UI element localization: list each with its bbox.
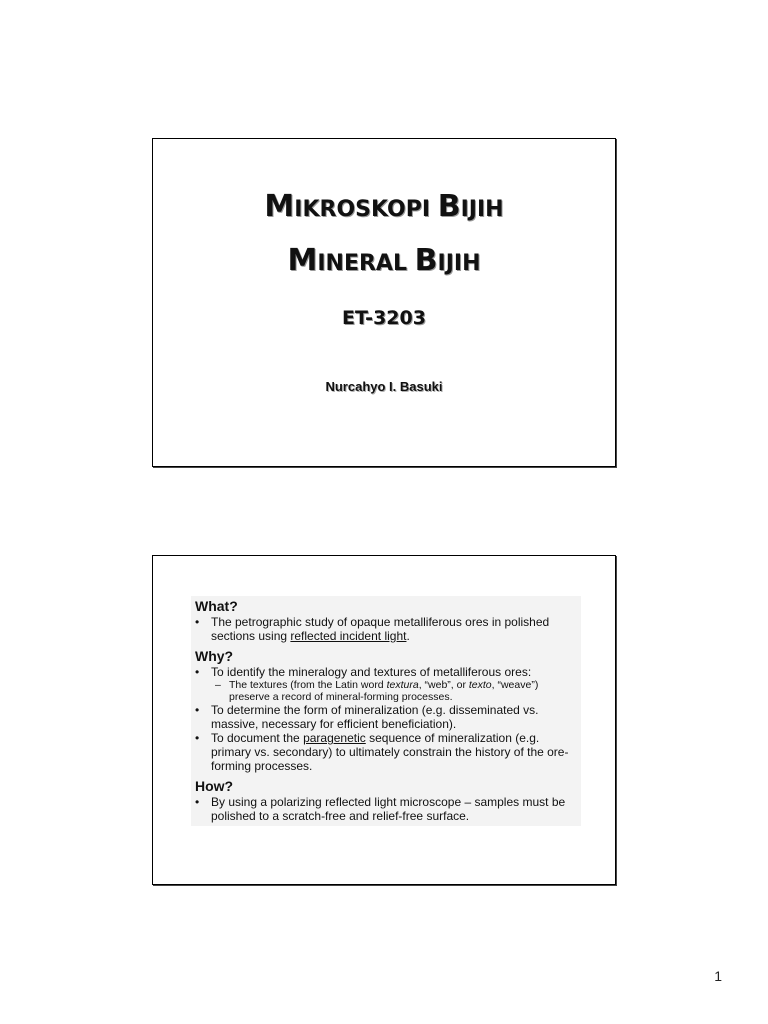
author-name: Nurcahyo I. Basuki bbox=[325, 379, 443, 394]
course-code: ET-3203 bbox=[342, 307, 426, 329]
paragenetic-underlined: paragenetic bbox=[303, 731, 366, 745]
what-heading: What? bbox=[195, 598, 238, 614]
how-section bbox=[191, 776, 581, 826]
content-slide bbox=[152, 555, 616, 885]
why-bullet-3: • To document the paragenetic sequence of mineralization (e.g. primary vs. secondary) to ultimately constrain the history of the ore-forming processes. bbox=[195, 731, 577, 773]
why-heading: Why? bbox=[195, 648, 234, 664]
how-bullet: • By using a polarizing reflected light microscope – samples must be polished to a scratch-free and relief-free surface. bbox=[195, 795, 577, 823]
why-section bbox=[191, 646, 581, 776]
slide-title-line-1: MIKROSKOPI BIJIH bbox=[264, 189, 504, 224]
slide-title-line-2: MINERAL BIJIH bbox=[287, 243, 481, 278]
why-sub-bullet: – The textures (from the Latin word textura, “web”, or texto, “weave”) preserve a record of mineral-forming processes. bbox=[215, 679, 539, 703]
why-bullet-2: • To determine the form of mineralization (e.g. disseminated vs. massive, necessary for efficient beneficiation). bbox=[195, 703, 577, 731]
page-number: 1 bbox=[714, 968, 722, 984]
how-heading: How? bbox=[195, 778, 234, 794]
reflected-light-underlined: reflected incident light bbox=[290, 629, 407, 643]
what-section bbox=[191, 596, 581, 646]
why-bullet-1: • To identify the mineralogy and textures of metalliferous ores: bbox=[195, 665, 577, 679]
slide-content bbox=[191, 596, 581, 826]
title-slide bbox=[152, 138, 616, 467]
what-bullet: • The petrographic study of opaque metalliferous ores in polished sections using reflected incident light. bbox=[195, 615, 577, 643]
